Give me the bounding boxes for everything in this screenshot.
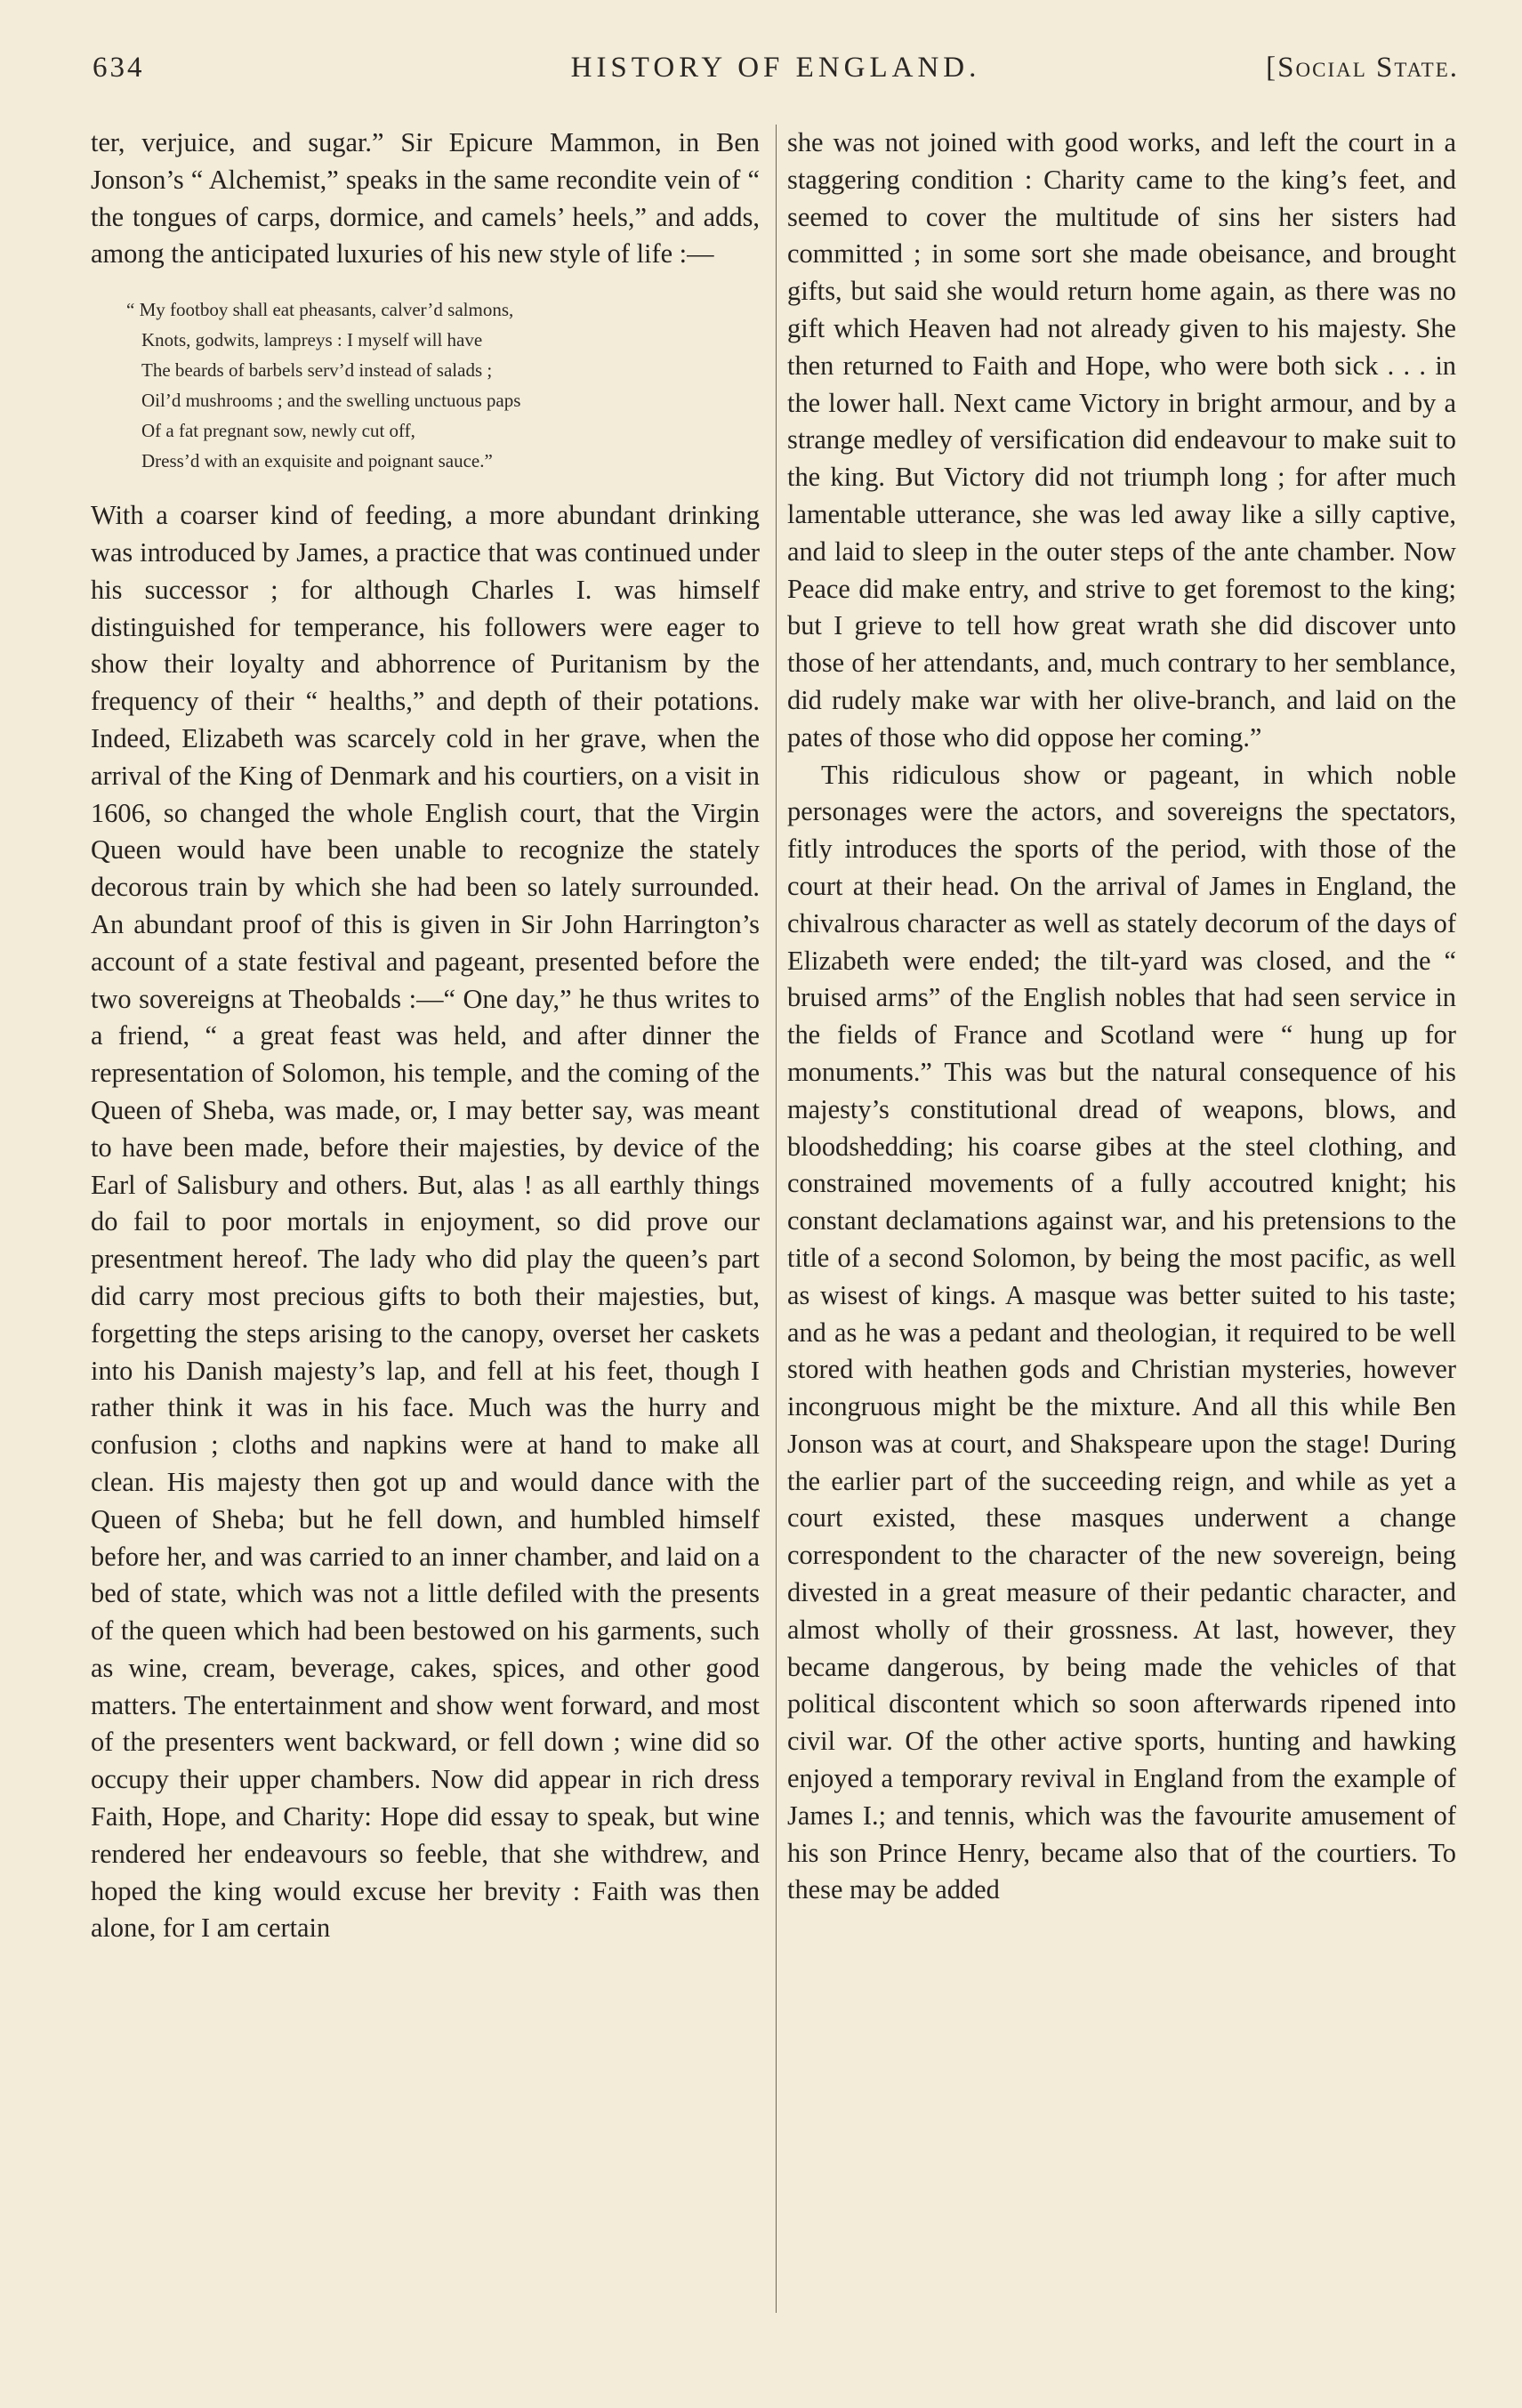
verse-line: Of a fat pregnant sow, newly cut off, (141, 420, 415, 442)
paragraph: she was not joined with good works, and left the court in a staggering condition : Charity came to the king’s feet, and seemed to cover the multitude of sins her sisters had committed ; in some sort she made obeisance, and brought gifts, but said she would return home again, as there was no gift which Heaven had not already given to his majesty. She then returned to Faith and Hope, who were both sick . . . in the lower hall. Next came Victory in bright armour, and by a strange medley of versification did endeavour to make suit to the king. But Victory did not triumph long ; for after much lamentable utterance, she was led away like a silly captive, and laid to sleep in the outer steps of the ante chamber. Now Peace did make entry, and strive to get foremost to the king; but I grieve to tell how great wrath she did discover unto those of her attendants, and, much contrary to her semblance, did rudely make war with her olive-branch, and laid on the pates of those who did oppose her coming.” (787, 127, 1456, 753)
running-title: HISTORY OF ENGLAND. (570, 52, 981, 84)
right-column (787, 125, 1456, 2322)
verse-quotation (126, 294, 760, 476)
verse-line: Knots, godwits, lampreys : I myself will have (141, 329, 483, 351)
left-column (91, 125, 760, 2322)
page-number: 634 (93, 52, 145, 84)
paragraph: With a coarser kind of feeding, a more abundant drinking was introduced by James, a practice that was continued under his successor ; for although Charles I. was himself distinguished for temperance, his followers were eager to show their loyalty and abhorrence of Puritanism by the frequency of their “ healths,” and depth of their potations. Indeed, Elizabeth was scarcely cold in her grave, when the arrival of the King of Denmark and his courtiers, on a visit in 1606, so changed the whole English court, that the Virgin Queen would have been unable to recognize the stately decorous train by which she had been so lately surrounded. An abundant proof of this is given in Sir John Harrington’s account of a state festival and pageant, presented before the two sovereigns at Theobalds :—“ One day,” he thus writes to a friend, “ a great feast was held, and after dinner the representation of Solomon, his temple, and the coming of the Queen of Sheba, was made, or, I may better say, was meant to have been made, before their majesties, by device of the Earl of Salisbury and others. But, alas ! as all earthly things do fail to poor mortals in enjoyment, so did prove our presentment hereof. The lady who did play the queen’s part did carry most precious gifts to both their majesties, but, forgetting the steps arising to the canopy, overset her caskets into his Danish majesty’s lap, and fell at his feet, though I rather think it was in his face. Much was the hurry and confusion ; cloths and napkins were at hand to make all clean. His majesty then got up and would dance with the Queen of Sheba; but he fell down, and humbled himself before her, and was carried to an inner chamber, and laid on a bed of state, which was not a little defiled with the presents of the queen which had been bestowed on his garments, such as wine, cream, beverage, cakes, spices, and other good matters. The entertainment and show went forward, and most of the presenters went backward, or fell down ; wine did so occupy their upper chambers. Now did appear in rich dress Faith, Hope, and Charity: Hope did essay to speak, but wine rendered her endeavours so feeble, that she withdrew, and hoped the king would excuse her brevity : Faith was then alone, for I am certain (91, 500, 760, 1944)
section-title: [Social State. (1266, 52, 1459, 84)
verse-line: The beards of barbels serv’d instead of salads ; (141, 359, 493, 382)
verse-line: “ My footboy shall eat pheasants, calver’d salmons, (126, 299, 514, 321)
running-header (93, 52, 1459, 96)
column-divider (776, 125, 777, 2313)
paragraph: ter, verjuice, and sugar.” Sir Epicure Mammon, in Ben Jonson’s “ Alchemist,” speaks in the same recondite vein of “ the tongues of carps, dormice, and camels’ heels,” and adds, among the anticipated luxuries of his new style of life :— (91, 127, 760, 270)
verse-line: Dress’d with an exquisite and poignant sauce.” (141, 450, 493, 472)
verse-line: Oil’d mushrooms ; and the swelling unctuous paps (141, 390, 521, 412)
paragraph: This ridiculous show or pageant, in which noble personages were the actors, and sovereigns the spectators, fitly introduces the sports of the period, with those of the court at their head. On the arrival of James in England, the chivalrous character as well as stately decorum of the days of Elizabeth were ended; the tilt-yard was closed, and the “ bruised arms” of the English nobles that had seen service in the fields of France and Scotland were “ hung up for monuments.” This was but the natural consequence of his majesty’s constitutional dread of weapons, blows, and bloodshedding; his coarse gibes at the steel clothing, and constrained movements of a fully accoutred knight; his constant declamations against war, and his pretensions to the title of a second Solomon, by being the most pacific, as well as wisest of kings. A masque was better suited to his taste; and as he was a pedant and theologian, it required to be well stored with heathen gods and Christian mysteries, however incongruous might be the mixture. And all this while Ben Jonson was at court, and Shakspeare upon the stage! During the earlier part of the succeeding reign, and while as yet a court existed, these masques underwent a change correspondent to the character of the new sovereign, being divested in a great measure of their pedantic character, and almost wholly of their grossness. At last, however, they became dangerous, by being made the vehicles of that political discontent which so soon afterwards ripened into civil war. Of the other active sports, hunting and hawking enjoyed a temporary revival in England from the example of James I.; and tennis, which was the favourite amusement of his son Prince Henry, became also that of the courtiers. To these may be added (787, 759, 1456, 1905)
